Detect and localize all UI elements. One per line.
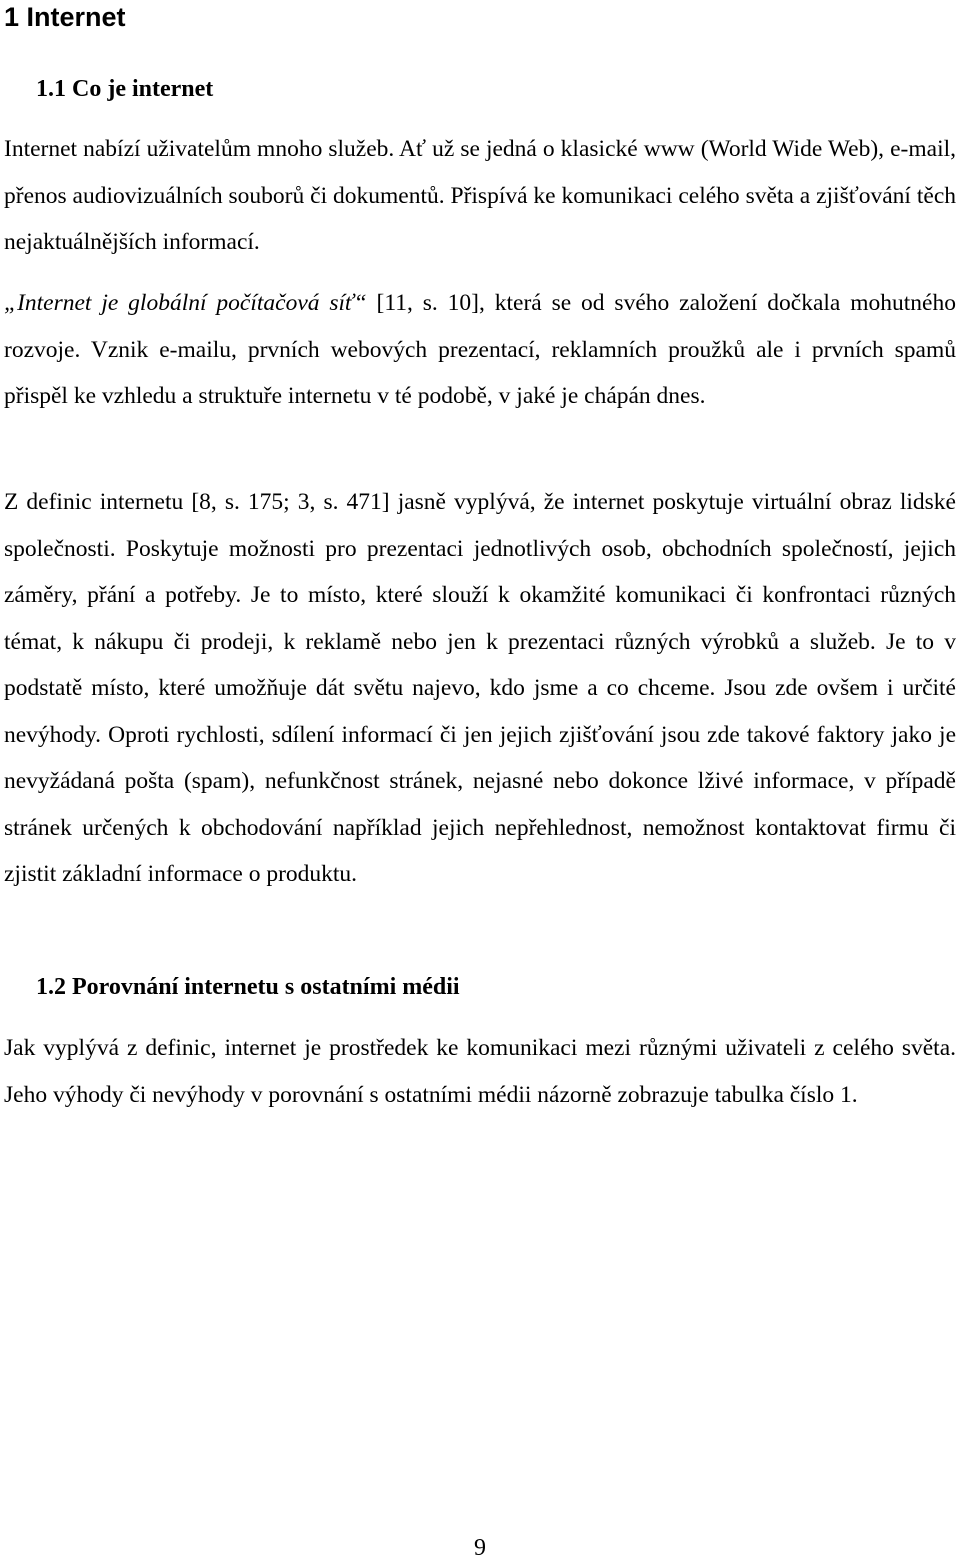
paragraph-intro: Internet nabízí uživatelům mnoho služeb. Ať už se jedná o klasické www (World Wide Web), e-mail, přenos audiovizuálních souborů či dokumentů. Přispívá ke komunikaci celého světa a zjišťování těch nejaktuálnějších informací. bbox=[4, 136, 956, 255]
definition-rest: [11, s. 10], která se od svého založení dočkala mohutného rozvoje. Vznik e-mailu, prvních webových prezentací, reklamních proužků ale i prvních spamů přispěl ke vzhledu a struktuře internetu v té podobě, v jaké je chápán dnes. bbox=[4, 290, 956, 409]
paragraph-comparison: Jak vyplývá z definic, internet je prostředek ke komunikaci mezi různými uživateli z celého světa. Jeho výhody či nevýhody v porovnání s ostatními médii názorně zobrazuje tabulka číslo 1. bbox=[4, 1035, 956, 1108]
section-heading-1-1: 1.1 Co je internet bbox=[36, 76, 214, 102]
paragraph-definition bbox=[4, 280, 956, 420]
section-heading-1-2: 1.2 Porovnání internetu s ostatními médii bbox=[36, 974, 460, 1000]
chapter-heading: 1 Internet bbox=[4, 2, 126, 32]
paragraph-virtual-image: Z definic internetu [8, s. 175; 3, s. 471] jasně vyplývá, že internet poskytuje virtuální obraz lidské společnosti. Poskytuje možnosti pro prezentaci jednotlivých osob, obchodních společností, jejich záměry, přání a potřeby. Je to místo, které slouží k okamžité komunikaci či konfrontaci různých témat, k nákupu či prodeji, k reklamě nebo jen k prezentaci různých výrobků a služeb. Je to v podstatě místo, které umožňuje dát světu najevo, kdo jsme a co chceme. Jsou zde ovšem i určité nevýhody. Oproti rychlosti, sdílení informací či jen jejich zjišťování jsou zde takové faktory jako je nevyžádaná pošta (spam), nefunkčnost stránek, nejasné nebo dokonce lživé informace, v případě stránek určených k obchodování například jejich nepřehlednost, nemožnost kontaktovat firmu či zjistit základní informace o produktu. bbox=[4, 489, 956, 887]
page-number: 9 bbox=[474, 1535, 486, 1561]
definition-quote: „Internet je globální počítačová síť“ bbox=[4, 290, 367, 316]
